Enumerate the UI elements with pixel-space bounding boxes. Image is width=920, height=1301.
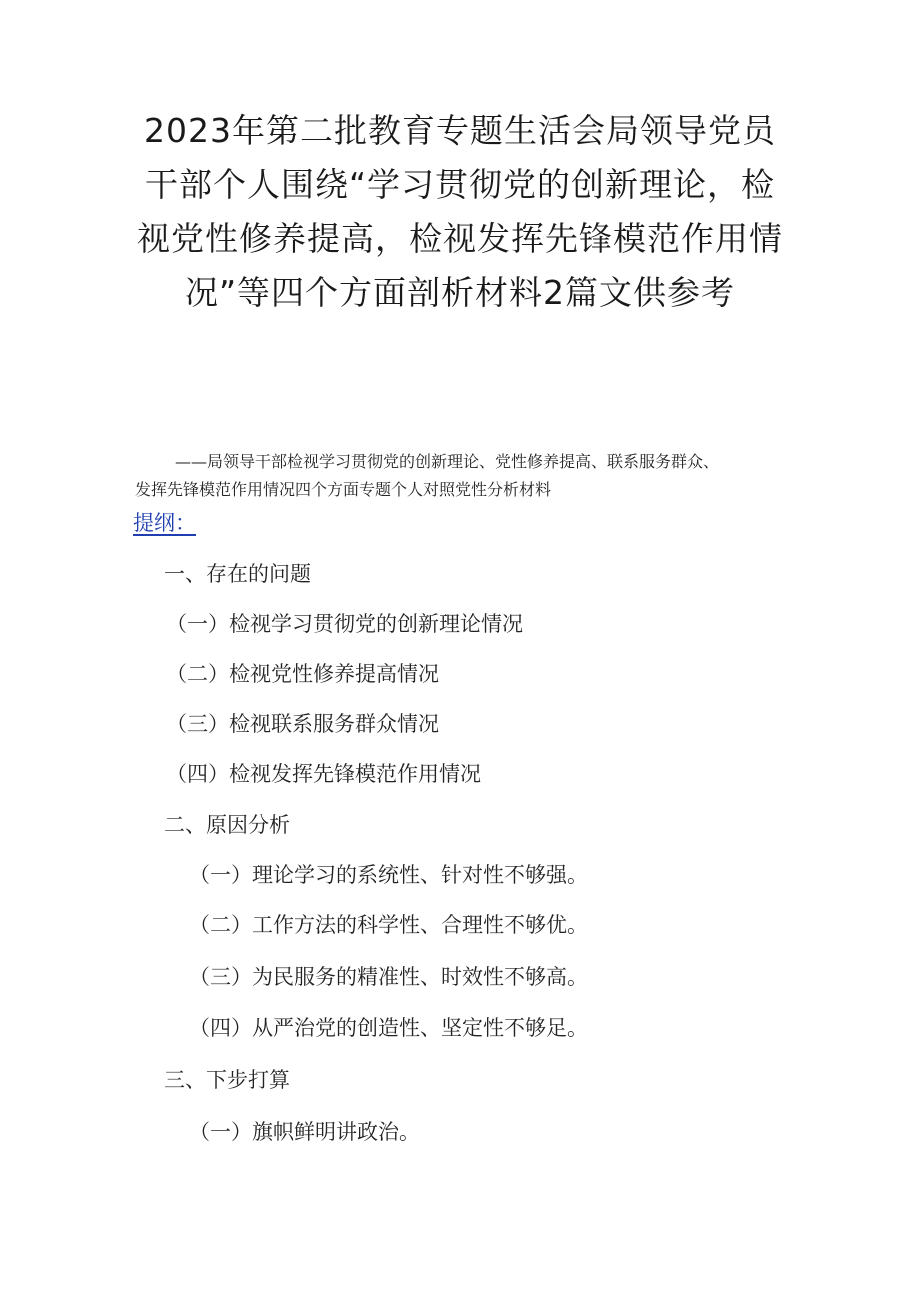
title-line: 干部个人围绕“学习贯彻党的创新理论，检 <box>144 165 776 204</box>
title-line: 况”等四个方面剖析材料2篇文供参考 <box>184 273 736 312</box>
outline-item: （二）工作方法的科学性、合理性不够优。 <box>189 913 588 937</box>
outline-link[interactable]: 提纲： <box>133 511 196 535</box>
document-subtitle <box>135 448 825 504</box>
outline-item: （四）从严治党的创造性、坚定性不够足。 <box>189 1016 588 1040</box>
outline-item: （一）理论学习的系统性、针对性不够强。 <box>189 863 588 887</box>
title-line: 视党性修养提高，检视发挥先锋模范作用情 <box>137 219 783 258</box>
outline-item: （四）检视发挥先锋模范作用情况 <box>166 762 481 786</box>
section-heading: 一、存在的问题 <box>164 562 311 586</box>
subtitle-line: ——局领导干部检视学习贯彻党的创新理论、党性修养提高、联系服务群众、 <box>175 452 720 471</box>
title-line: 2023年第二批教育专题生活会局领导党员 <box>144 111 776 150</box>
document-title <box>0 104 920 320</box>
section-heading: 二、原因分析 <box>164 813 290 837</box>
outline-item: （一）检视学习贯彻党的创新理论情况 <box>166 612 523 636</box>
outline-item: （三）为民服务的精准性、时效性不够高。 <box>189 965 588 989</box>
outline-item: （一）旗帜鲜明讲政治。 <box>189 1120 420 1144</box>
outline-item: （二）检视党性修养提高情况 <box>166 662 439 686</box>
subtitle-line: 发挥先锋模范作用情况四个方面专题个人对照党性分析材料 <box>135 480 552 499</box>
outline-item: （三）检视联系服务群众情况 <box>166 712 439 736</box>
section-heading: 三、下步打算 <box>164 1068 290 1092</box>
